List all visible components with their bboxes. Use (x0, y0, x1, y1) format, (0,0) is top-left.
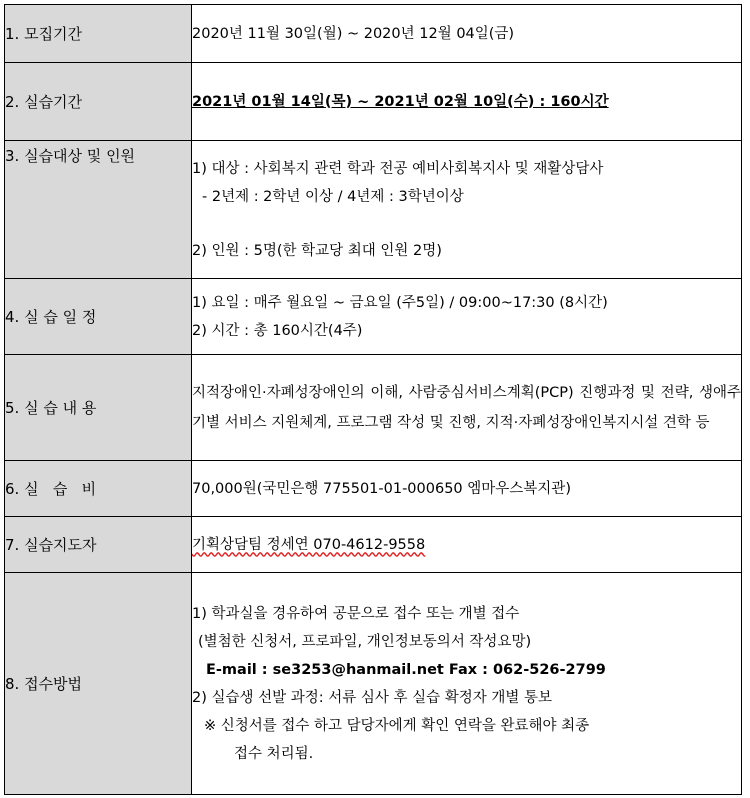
row-supervisor (5, 517, 742, 573)
application-line: 2) 실습생 선발 과정: 서류 심사 후 실습 확정자 개별 통보 (192, 689, 553, 706)
target-line: 1) 대상 : 사회복지 관련 학과 전공 예비사회복지사 및 재활상담사 (192, 160, 604, 177)
row-label: 8. 접수방법 (5, 573, 192, 795)
application-line: 1) 학과실을 경유하여 공문으로 접수 또는 개별 접수 (192, 605, 520, 622)
recruitment-info-table (4, 4, 742, 795)
row-application (5, 573, 742, 795)
contact-email-fax: E-mail : se3253@hanmail.net Fax : 062-526-2799 (206, 661, 606, 678)
headcount-line: 2) 인원 : 5명(한 학교당 최대 인원 2명) (192, 242, 442, 259)
row-label: 4. 실 습 일 정 (5, 279, 192, 355)
row-value (192, 355, 742, 461)
row-label: 5. 실 습 내 용 (5, 355, 192, 461)
supervisor-text: 기획상담팀 정세연 070-4612-9558 (192, 536, 426, 553)
row-value (192, 573, 742, 795)
row-label: 6. 실 습 비 (5, 461, 192, 517)
application-note: ※ 신청서를 접수 하고 담당자에게 확인 연락을 완료해야 최종 (204, 717, 590, 734)
row-label: 1. 모집기간 (5, 5, 192, 63)
row-practice-period (5, 63, 742, 141)
row-fee (5, 461, 742, 517)
row-schedule (5, 279, 742, 355)
row-value (192, 461, 742, 517)
row-value (192, 517, 742, 573)
application-note: 접수 처리됨. (234, 745, 314, 762)
practice-period-text: 2021년 01월 14일(목) ~ 2021년 02월 10일(수) : 160시간 (192, 93, 609, 110)
row-value (192, 141, 742, 279)
row-value (192, 279, 742, 355)
row-label: 3. 실습대상 및 인원 (5, 141, 192, 279)
row-value (192, 5, 742, 63)
recruit-period-text: 2020년 11월 30일(월) ~ 2020년 12월 04일(금) (192, 25, 515, 42)
row-label: 7. 실습지도자 (5, 517, 192, 573)
schedule-line: 2) 시간 : 총 160시간(4주) (192, 322, 363, 339)
row-recruit-period (5, 5, 742, 63)
row-content (5, 355, 742, 461)
application-line: (별첨한 신청서, 프로파일, 개인정보동의서 작성요망) (198, 633, 532, 650)
target-line: - 2년제 : 2학년 이상 / 4년제 : 3학년이상 (202, 188, 464, 205)
fee-text: 70,000원(국민은행 775501-01-000650 엠마우스복지관) (192, 480, 571, 497)
row-target (5, 141, 742, 279)
schedule-line: 1) 요일 : 매주 월요일 ~ 금요일 (주5일) / 09:00~17:30 (8시간) (192, 294, 608, 311)
row-label: 2. 실습기간 (5, 63, 192, 141)
row-value (192, 63, 742, 141)
content-paragraph: 지적장애인·자폐성장애인의 이해, 사람중심서비스계획(PCP) 진행과정 및 전략, 생애주기별 서비스 지원체계, 프로그램 작성 및 진행, 지적·자폐성장애인복지시설 견학 등 (192, 384, 741, 431)
